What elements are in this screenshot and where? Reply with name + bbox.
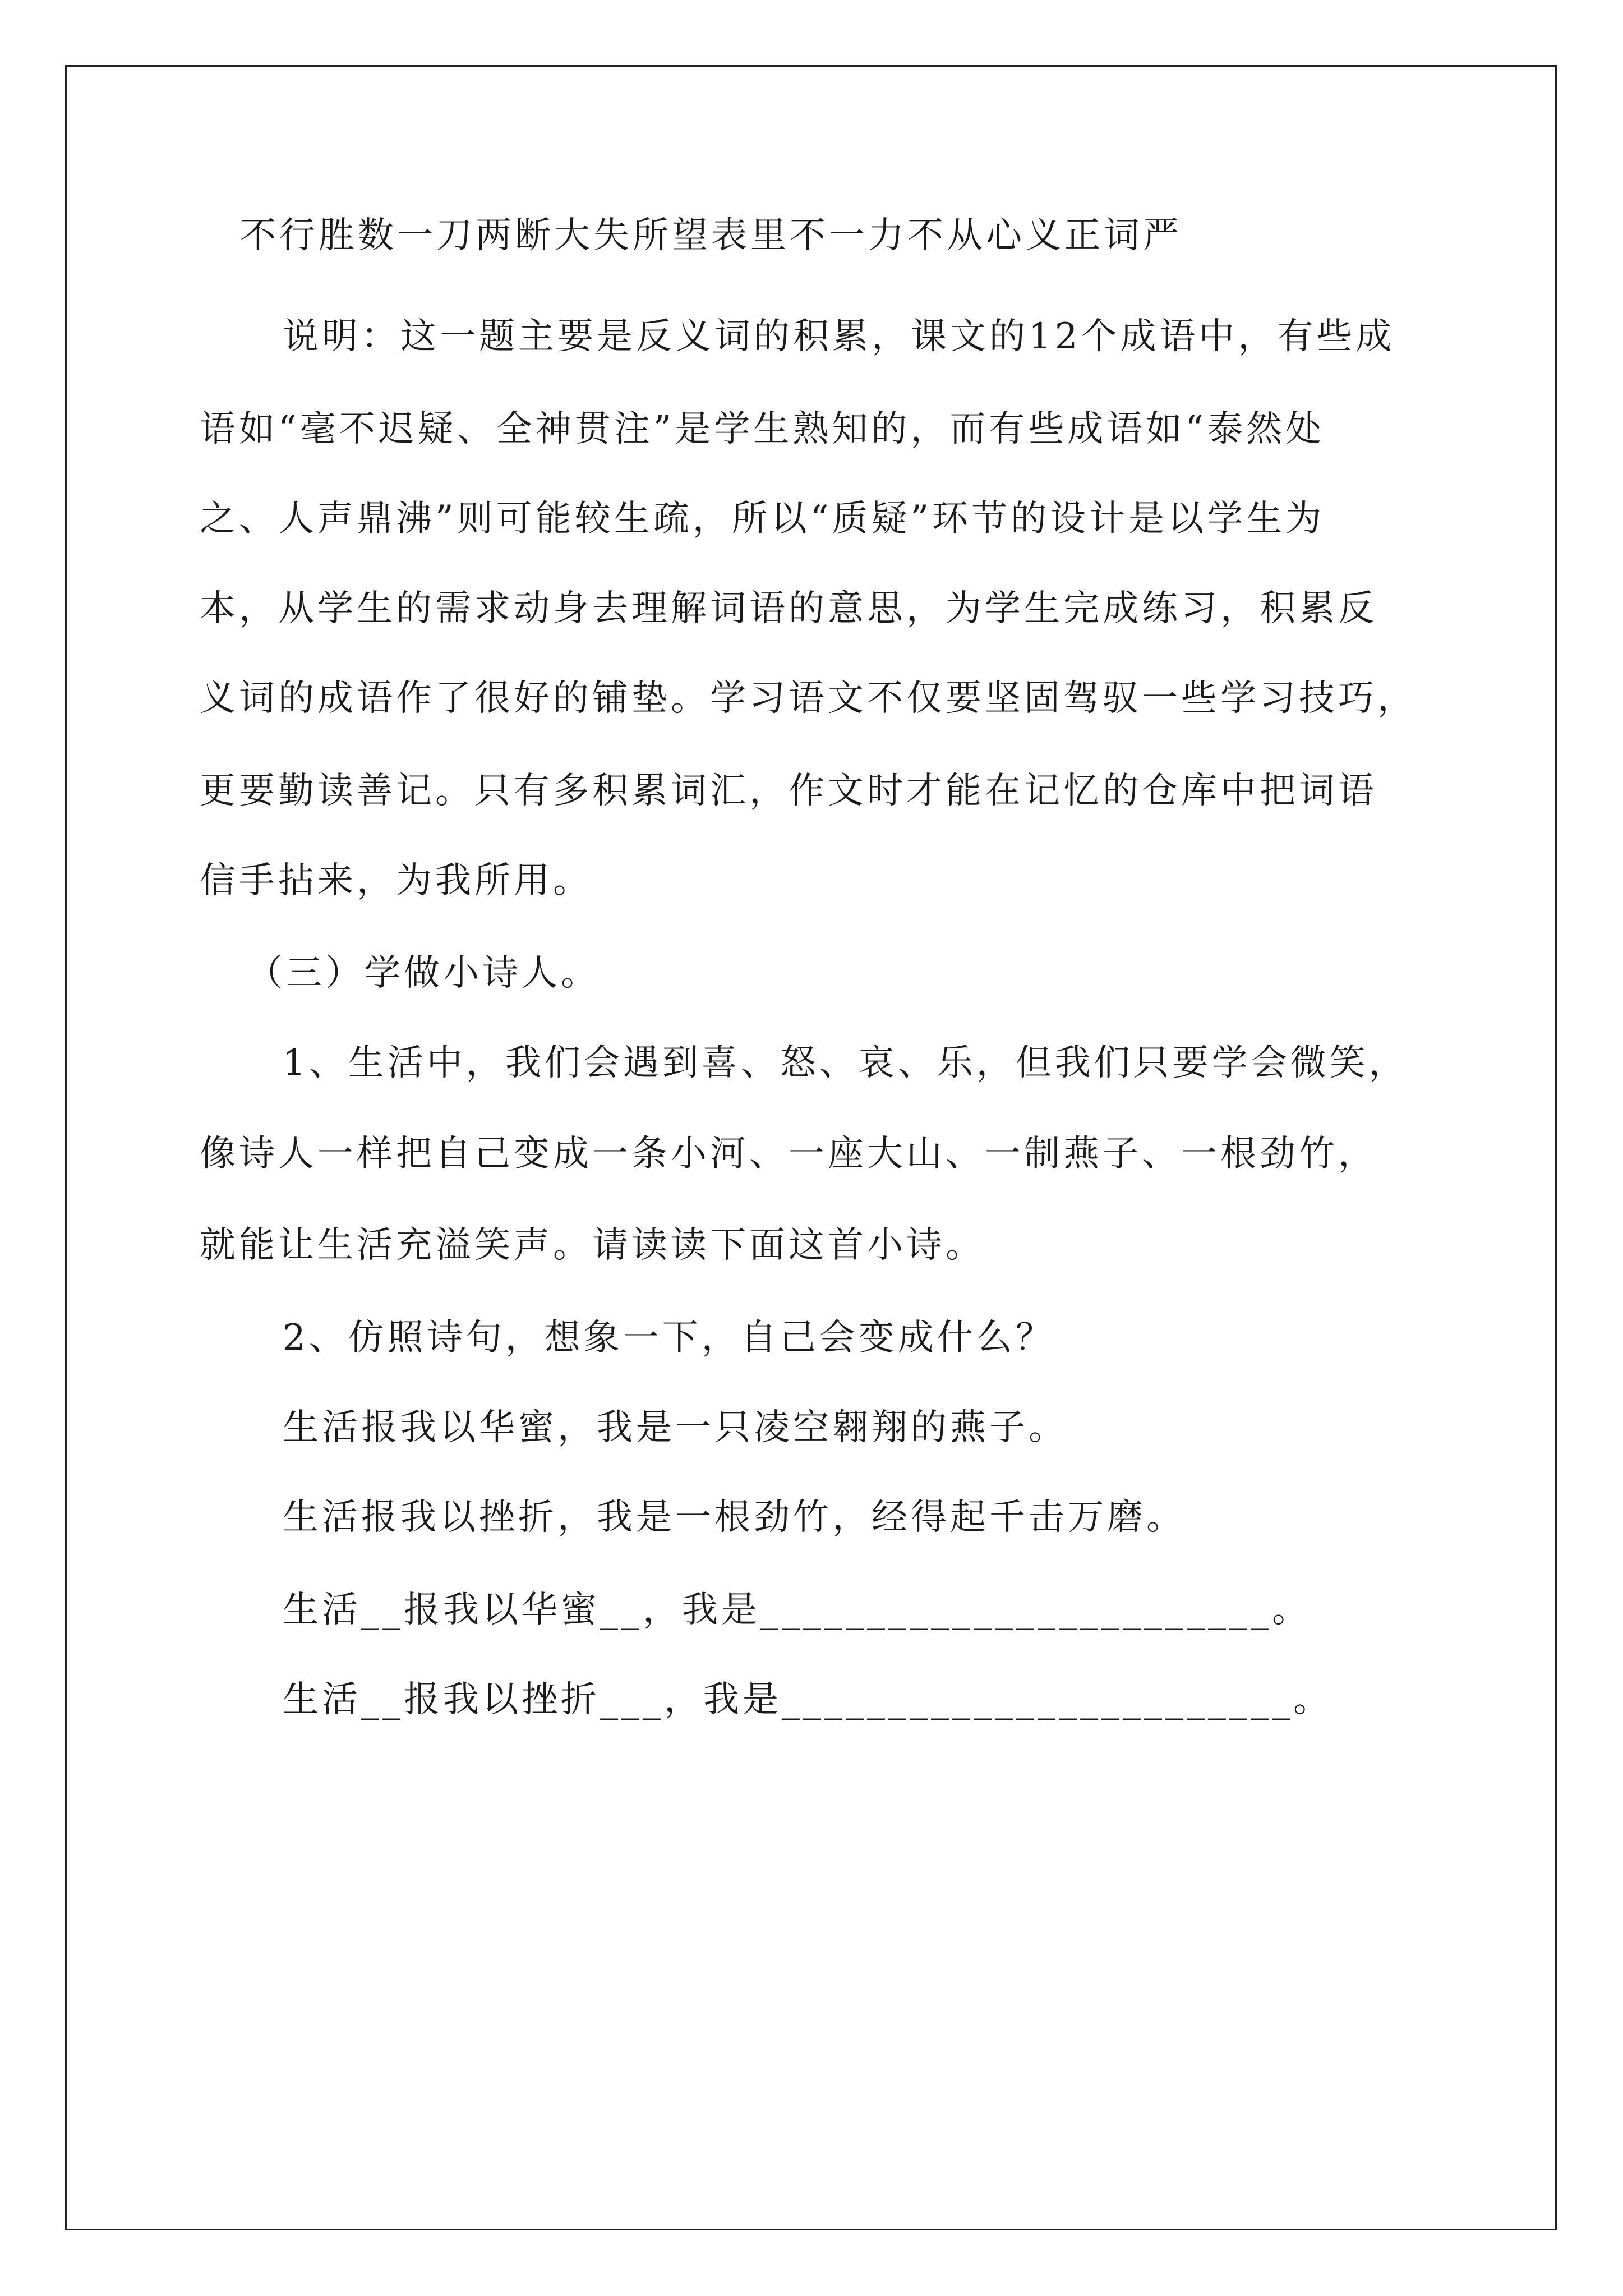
question-line: 2、仿照诗句，想象一下，自己会变成什么？ (283, 1317, 1055, 1359)
fill-blank-line: 生活__报我以挫折___，我是________________________。 (283, 1679, 1332, 1720)
section-heading: （三）学做小诗人。 (247, 953, 600, 994)
paragraph-line: 像诗人一样把自己变成一条小河、一座大山、一制燕子、一根劲竹， (200, 1133, 1377, 1175)
fill-blank-line: 生活__报我以华蜜__，我是________________________。 (283, 1589, 1311, 1631)
paragraph-line: 本，从学生的需求动身去理解词语的意思，为学生完成练习，积累反 (200, 588, 1377, 629)
paragraph-line: 说明：这一题主要是反义词的积累，课文的12个成语中，有些成 (283, 316, 1395, 357)
paragraph-line: 更要勤读善记。只有多积累词汇，作文时才能在记忆的仓库中把词语 (200, 770, 1377, 812)
poem-line: 生活报我以华蜜，我是一只凌空翱翔的燕子。 (283, 1407, 1068, 1448)
paragraph-line: 之、人声鼎沸”则可能较生疏，所以“质疑”环节的设计是以学生为 (200, 498, 1325, 540)
poem-line: 生活报我以挫折，我是一根劲竹，经得起千击万磨。 (283, 1497, 1186, 1538)
paragraph-line: 义词的成语作了很好的铺垫。学习语文不仅要坚固驾驭一些学习技巧， (200, 678, 1417, 719)
idiom-list-line: 不行胜数一刀两断大失所望表里不一力不从心义正词严 (240, 215, 1182, 256)
paragraph-line: 1、生活中，我们会遇到喜、怒、哀、乐，但我们只要学会微笑， (283, 1042, 1408, 1084)
paragraph-line: 信手拈来，为我所用。 (200, 860, 592, 901)
paragraph-line: 就能让生活充溢笑声。请读读下面这首小诗。 (200, 1225, 985, 1266)
paragraph-line: 语如“毫不迟疑、全神贯注”是学生熟知的，而有些成语如“泰然处 (200, 408, 1325, 450)
